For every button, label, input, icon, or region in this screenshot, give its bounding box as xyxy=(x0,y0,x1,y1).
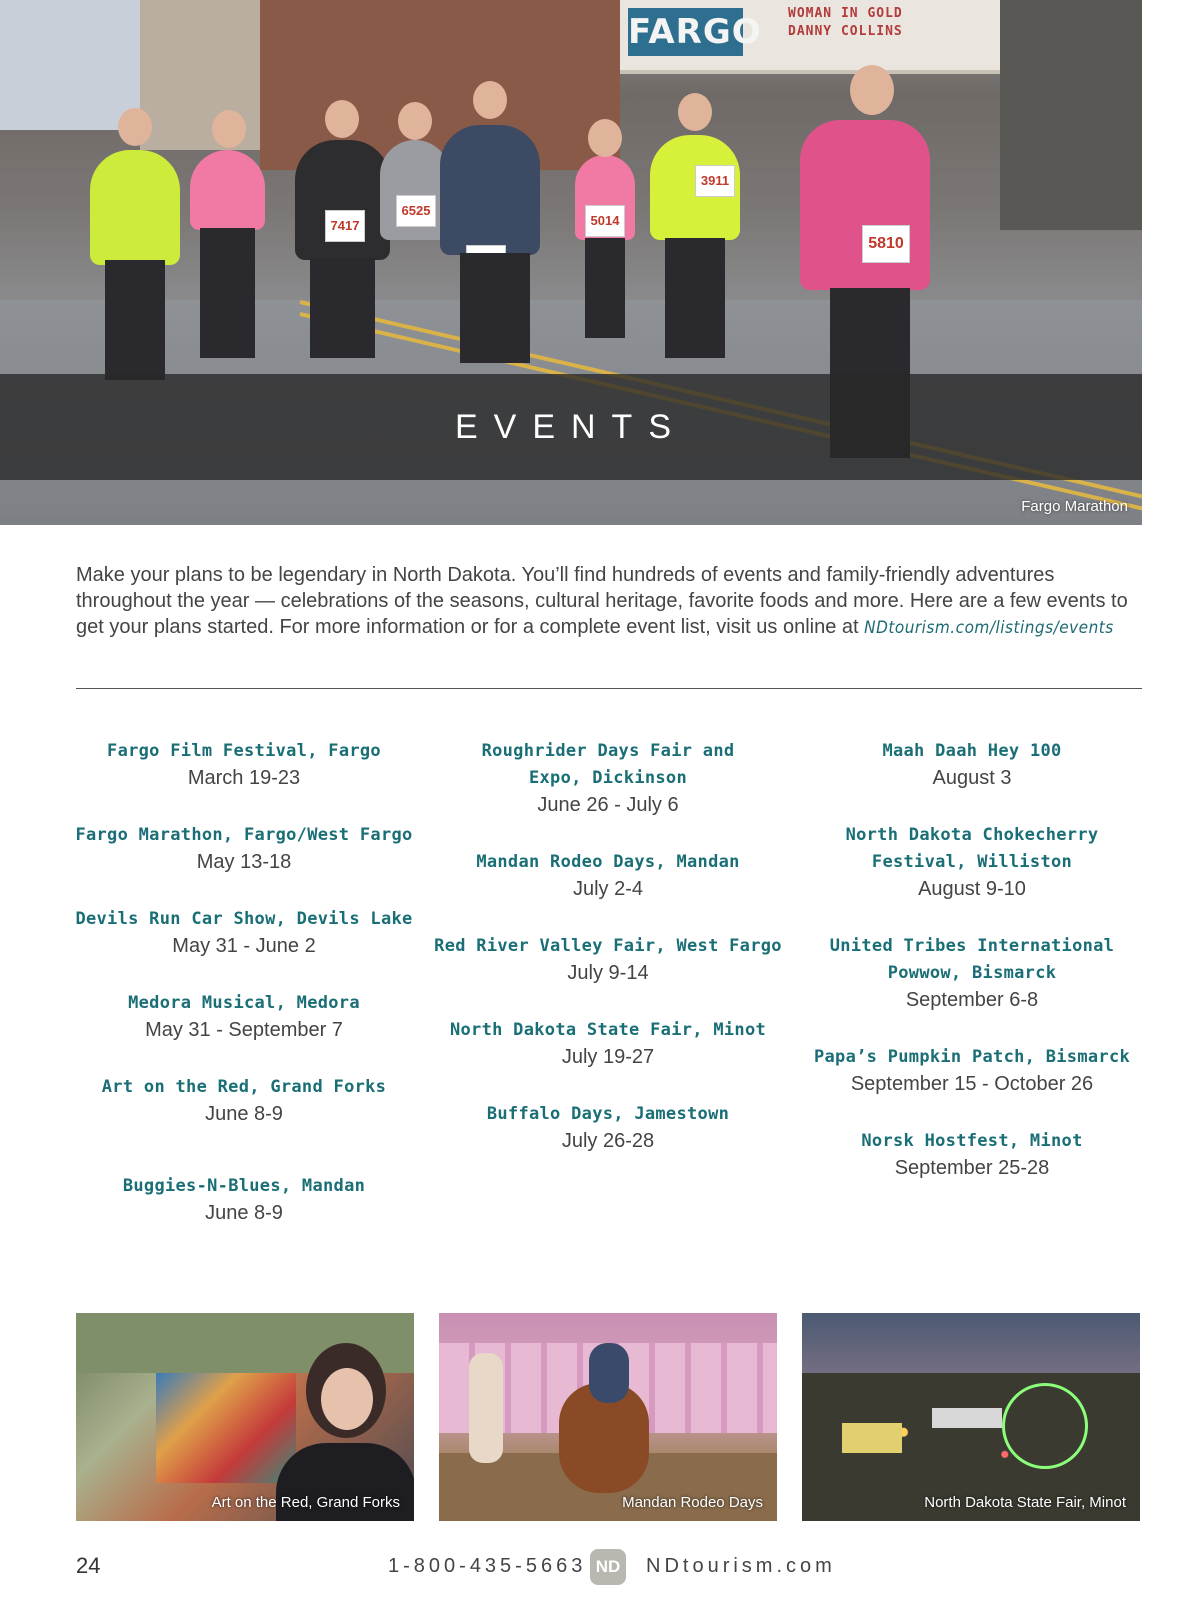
runner-head xyxy=(212,110,246,148)
photo-state-fair xyxy=(802,1313,1140,1521)
marquee-line: WOMAN IN GOLD xyxy=(788,6,903,21)
tent xyxy=(842,1423,902,1453)
event-name: Mandan Rodeo Days, Mandan xyxy=(476,852,740,872)
photo-caption: Art on the Red, Grand Forks xyxy=(211,1494,400,1511)
events-link[interactable]: NDtourism.com/listings/events xyxy=(864,618,1114,638)
photo-art-on-the-red xyxy=(76,1313,414,1521)
event-name: Norsk Hostfest, Minot xyxy=(861,1131,1083,1151)
event-date: July 26-28 xyxy=(561,1130,655,1152)
intro-paragraph xyxy=(76,562,1136,641)
race-bib: 3911 xyxy=(695,165,735,197)
race-bib: 5014 xyxy=(585,205,625,237)
hero-photo xyxy=(0,0,1142,525)
phone-number[interactable]: 1-800-435-5663 xyxy=(388,1555,587,1577)
event-name: Fargo Film Festival, Fargo xyxy=(107,741,381,761)
event-name: Maah Daah Hey 100 xyxy=(882,741,1062,761)
event-item xyxy=(64,990,424,1044)
event-item xyxy=(64,1173,424,1227)
event-item xyxy=(428,1101,788,1155)
event-name: Papa’s Pumpkin Patch, Bismarck xyxy=(813,1047,1131,1067)
runner xyxy=(295,140,390,260)
event-date: July 19-27 xyxy=(561,1046,655,1068)
runner-head xyxy=(473,81,507,119)
photo-caption: Fargo Marathon xyxy=(1021,498,1128,515)
event-name: Roughrider Days Fair and Expo, Dickinson xyxy=(481,741,735,788)
event-item xyxy=(64,822,424,876)
event-date: August 9-10 xyxy=(918,878,1026,900)
event-item xyxy=(64,906,424,960)
runner-head xyxy=(325,100,359,138)
runner xyxy=(440,125,540,255)
painting xyxy=(156,1373,296,1483)
event-name: Fargo Marathon, Fargo/West Fargo xyxy=(75,825,413,845)
runner-head xyxy=(678,93,712,131)
runner xyxy=(190,150,265,230)
photo-caption: Mandan Rodeo Days xyxy=(622,1494,763,1511)
runner-head xyxy=(398,102,432,140)
trailer xyxy=(932,1408,1002,1428)
event-name: Devils Run Car Show, Devils Lake xyxy=(75,909,413,929)
event-name: North Dakota State Fair, Minot xyxy=(449,1020,767,1040)
website-link[interactable]: NDtourism.com xyxy=(646,1555,836,1577)
rider xyxy=(589,1343,629,1403)
event-item xyxy=(792,1128,1152,1182)
race-bib: 6525 xyxy=(396,195,436,227)
event-date: March 19-23 xyxy=(187,767,301,789)
event-date: May 31 - September 7 xyxy=(145,1019,343,1041)
event-date: September 25-28 xyxy=(894,1157,1050,1179)
event-item xyxy=(64,738,424,792)
event-date: August 3 xyxy=(932,767,1012,789)
intro-text: Make your plans to be legendary in North Dakota. You’ll find hundreds of events and family-friendly adventures throughout the year — celebrations of the seasons, cultural heritage, favorite foods and more. Here are a few events to get your plans started. For more information or for a complete event list, visit us online at xyxy=(76,564,1128,638)
event-item xyxy=(428,1017,788,1071)
runner xyxy=(90,150,180,265)
runner xyxy=(650,135,740,240)
race-bib: 5810 xyxy=(862,225,910,263)
event-item xyxy=(458,738,758,819)
marquee-line: DANNY COLLINS xyxy=(788,24,903,39)
event-date: June 8-9 xyxy=(205,1103,283,1125)
event-date: June 8-9 xyxy=(205,1202,283,1224)
page-title: EVENTS xyxy=(454,408,688,446)
event-item xyxy=(64,1074,424,1128)
runner-legs xyxy=(105,260,165,380)
divider xyxy=(76,688,1142,689)
theater-marquee xyxy=(620,0,1000,74)
photo-caption: North Dakota State Fair, Minot xyxy=(924,1494,1126,1511)
person-face xyxy=(321,1368,373,1430)
event-name: Red River Valley Fair, West Fargo xyxy=(434,936,782,956)
event-date: June 26 - July 6 xyxy=(537,794,679,816)
marquee-sign: FARGO xyxy=(628,8,743,56)
runner-legs xyxy=(665,238,725,358)
photo-mandan-rodeo xyxy=(439,1313,777,1521)
race-bib: 7417 xyxy=(325,210,365,242)
runner xyxy=(575,155,635,240)
event-item xyxy=(802,933,1142,1014)
nd-logo: ND xyxy=(590,1549,626,1585)
event-item xyxy=(792,738,1152,792)
event-date: May 13-18 xyxy=(196,851,292,873)
ferris-wheel xyxy=(1002,1383,1088,1469)
runner-legs xyxy=(460,253,530,363)
event-name: Buggies-N-Blues, Mandan xyxy=(122,1176,366,1196)
event-item xyxy=(428,849,788,903)
event-name: United Tribes International Powwow, Bismarck xyxy=(829,936,1115,983)
event-date: September 15 - October 26 xyxy=(850,1073,1094,1095)
runner xyxy=(800,120,930,290)
event-date: May 31 - June 2 xyxy=(172,935,316,957)
event-date: July 9-14 xyxy=(567,962,649,984)
events-column xyxy=(428,738,788,1185)
event-item xyxy=(792,1044,1152,1098)
events-column xyxy=(64,738,424,1257)
event-date: July 2-4 xyxy=(572,878,644,900)
runner-head xyxy=(588,119,622,157)
event-date: September 6-8 xyxy=(905,989,1039,1011)
event-item xyxy=(812,822,1132,903)
event-name: Art on the Red, Grand Forks xyxy=(101,1077,387,1097)
events-column xyxy=(792,738,1152,1212)
runner-head xyxy=(850,65,894,115)
building xyxy=(1000,0,1142,230)
event-name: North Dakota Chokecherry Festival, Williston xyxy=(845,825,1099,872)
event-name: Buffalo Days, Jamestown xyxy=(486,1104,730,1124)
cowboy xyxy=(469,1353,503,1463)
event-name: Medora Musical, Medora xyxy=(128,993,360,1013)
runner-legs xyxy=(585,238,625,338)
runner-legs xyxy=(310,258,375,358)
runner-head xyxy=(118,108,152,146)
event-item xyxy=(428,933,788,987)
runner-legs xyxy=(200,228,255,358)
page-number: 24 xyxy=(76,1553,101,1578)
